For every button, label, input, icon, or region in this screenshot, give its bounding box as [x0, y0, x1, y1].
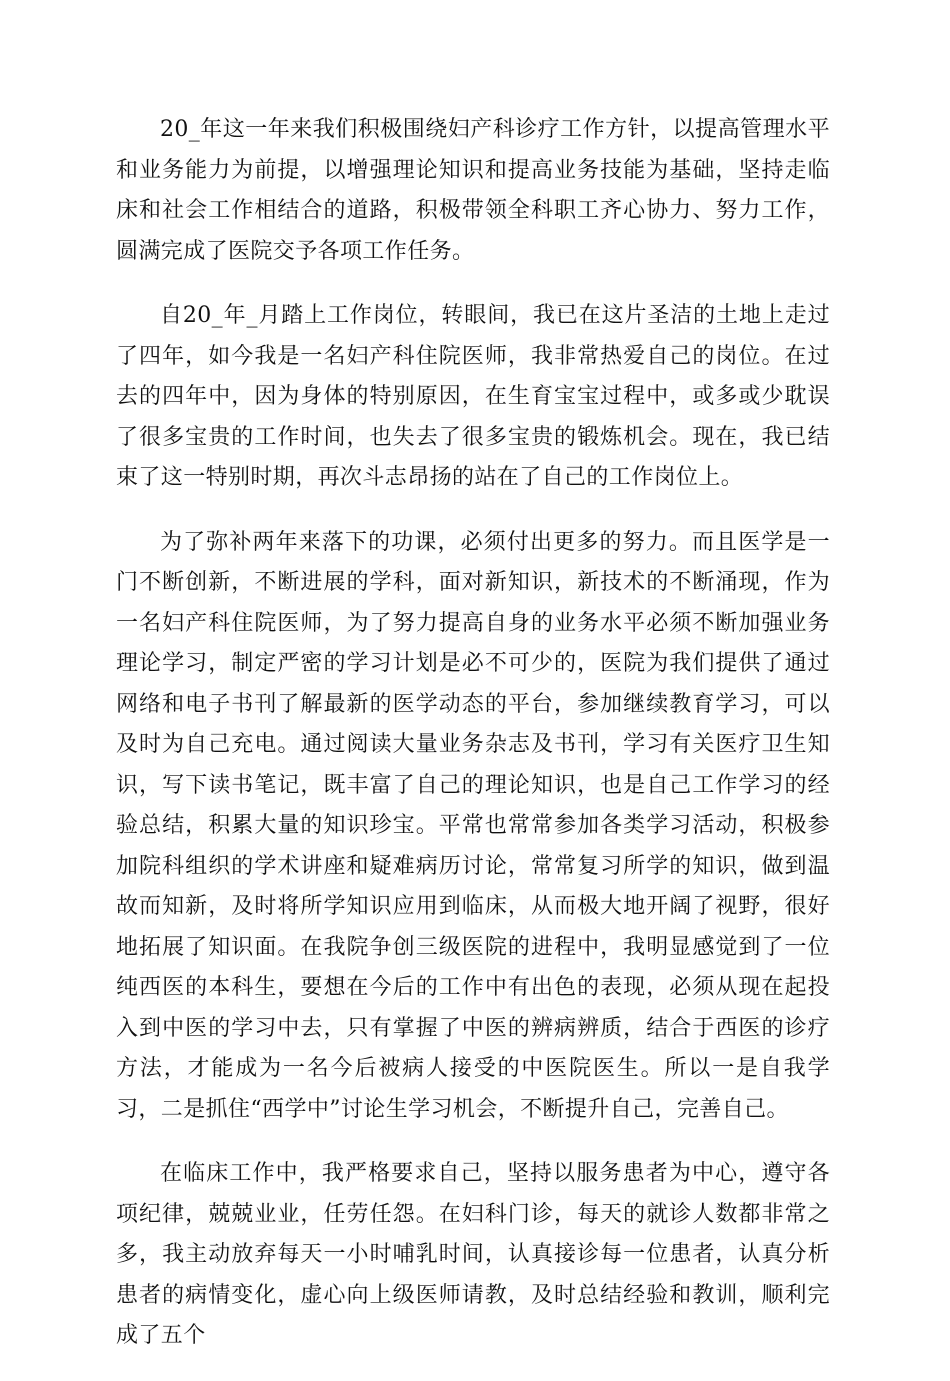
paragraph-2: 自20_年_月踏上工作岗位，转眼间，我已在这片圣洁的土地上走过了四年，如今我是一名妇产科住院医师，我非常热爱自己的岗位。在过去的四年中，因为身体的特别原因，在生育宝宝过程中，或多或少耽误了很多宝贵的工作时间，也失去了很多宝贵的锻炼机会。现在，我已结束了这一特别时期，再次斗志昂扬的站在了自己的工作岗位上。 — [116, 303, 830, 490]
paragraph-4: 在临床工作中，我严格要求自己，坚持以服务患者为中心，遵守各项纪律，兢兢业业，任劳任怨。在妇科门诊，每天的就诊人数都非常之多，我主动放弃每天一小时哺乳时间，认真接诊每一位患者，认真分析患者的病情变化，虚心向上级医师请教，及时总结经验和教训，顺利完成了五个 — [116, 1161, 830, 1348]
document-page — [116, 110, 830, 1381]
paragraph-1: 20_年这一年来我们积极围绕妇产科诊疗工作方针，以提高管理水平和业务能力为前提，以增强理论知识和提高业务技能为基础，坚持走临床和社会工作相结合的道路，积极带领全科职工齐心协力、努力工作，圆满完成了医院交予各项工作任务。 — [116, 117, 830, 264]
paragraph-3: 为了弥补两年来落下的功课，必须付出更多的努力。而且医学是一门不断创新，不断进展的学科，面对新知识，新技术的不断涌现，作为一名妇产科住院医师，为了努力提高自身的业务水平必须不断加强业务理论学习，制定严密的学习计划是必不可少的，医院为我们提供了通过网络和电子书刊了解最新的医学动态的平台，参加继续教育学习，可以及时为自己充电。通过阅读大量业务杂志及书刊，学习有关医疗卫生知识，写下读书笔记，既丰富了自己的理论知识，也是自己工作学习的经验总结，积累大量的知识珍宝。平常也常常参加各类学习活动，积极参加院科组织的学术讲座和疑难病历讨论，常常复习所学的知识，做到温故而知新，及时将所学知识应用到临床，从而极大地开阔了视野，很好地拓展了知识面。在我院争创三级医院的进程中，我明显感觉到了一位纯西医的本科生，要想在今后的工作中有出色的表现，必须从现在起投入到中医的学习中去，只有掌握了中医的辨病辨质，结合于西医的诊疗方法，才能成为一名今后被病人接受的中医院医生。所以一是自我学习，二是抓住“西学中”讨论生学习机会，不断提升自己，完善自己。 — [116, 529, 830, 1122]
